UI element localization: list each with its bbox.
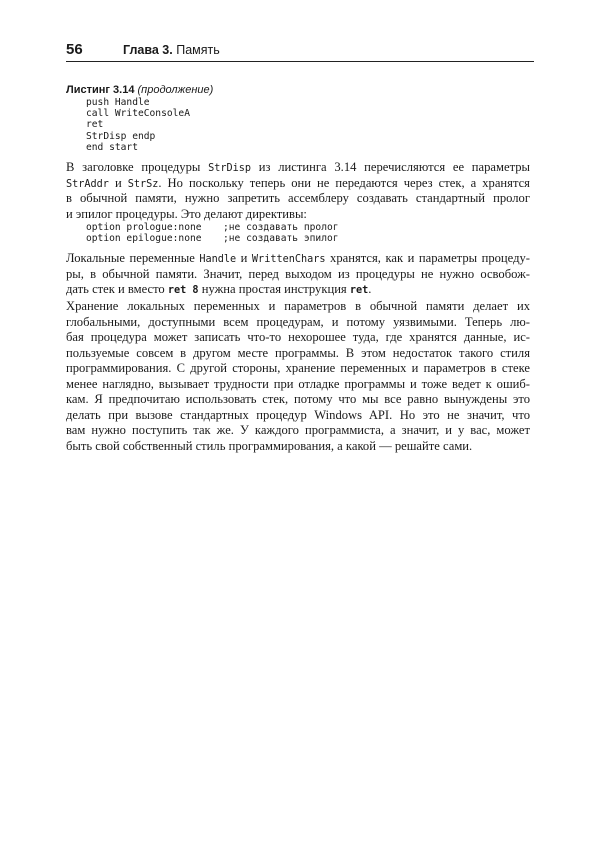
chapter-title: Память [176, 43, 220, 57]
directive-comment: ;не создавать эпилог [223, 233, 339, 245]
text-line: менее наглядно, вызывает трудности при отладке программы и тоже ведет к ошиб- [66, 376, 530, 391]
text-run: Локальные переменные [66, 251, 200, 265]
text-line: Хранение локальных переменных и параметров в обычной памяти делает их [66, 299, 530, 313]
text-line: ры, в обычной памяти. Значит, перед выходом из процедуры не нужно освобож- [66, 266, 530, 281]
paragraph-3 [66, 299, 530, 454]
text-run: из листинга 3.14 перечисляются ее параметры [251, 160, 530, 174]
text-line: в обычной памяти, нужно запретить ассемблеру создавать стандартный пролог [66, 191, 530, 205]
code-line: end start [86, 141, 138, 153]
code-line: ret [86, 119, 104, 131]
listing-continuation: (продолжение) [137, 84, 214, 96]
code-term: WrittenChars [251, 254, 326, 265]
text-line: программирования. С другой стороны, хранение переменных и параметров в стеке [66, 361, 530, 375]
page-number: 56 [66, 41, 83, 58]
code-line: StrDisp endp [86, 130, 156, 142]
code-term: ret [349, 285, 369, 296]
code-term: StrAddr [66, 178, 109, 190]
code-term: StrSz [127, 178, 159, 190]
directive-row [86, 222, 339, 233]
text-run: и [236, 251, 252, 265]
text-run: и [108, 175, 128, 190]
listing-number: Листинг 3.14 [66, 84, 135, 96]
page-header [66, 41, 534, 62]
text-line [66, 251, 530, 267]
code-term: StrDisp [208, 163, 252, 174]
code-term: Handle [199, 254, 237, 265]
directive-row [86, 233, 339, 244]
text-line: делать при вызове стандартных процедур Windows API. Но это не значит, что [66, 407, 530, 422]
text-line [66, 176, 530, 192]
text-line: и эпилог процедуры. Это делают директивы: [66, 206, 307, 221]
text-line: пользуемые совсем в другом месте программы. В этом недостаток такого стиля [66, 345, 530, 360]
directive-command: option prologue:none [86, 222, 202, 233]
text-line [66, 282, 530, 298]
text-line: быть свой собственный стиль программирования, а какой — решайте сами. [66, 438, 473, 453]
chapter-label: Глава 3. [123, 43, 173, 57]
code-line: push Handle [86, 97, 150, 108]
chapter-heading [123, 43, 220, 57]
paragraph-1 [66, 160, 530, 222]
listing-title [66, 84, 213, 96]
text-line: бая процедура может записать что-то нехорошее туда, где хранятся данные, ис- [66, 330, 530, 344]
paragraph-2 [66, 251, 530, 298]
text-run: . [368, 282, 372, 296]
text-run: хранятся, как и параметры процеду- [325, 251, 530, 265]
directives-block [86, 222, 339, 244]
text-run: В заголовке процедуры [66, 160, 209, 174]
text-run: . Но поскольку теперь они не передаются через стек, а хранятся [158, 175, 530, 190]
text-line: глобальными, доступными всем процедурам, и потому уязвимыми. Теперь лю- [66, 314, 530, 329]
code-line: call WriteConsoleA [86, 108, 190, 120]
text-line: кам. Я предпочитаю использовать стек, потому что мы все равно вынуждены это [66, 392, 530, 406]
code-listing [86, 97, 190, 153]
directive-comment: ;не создавать пролог [223, 222, 339, 233]
text-line [66, 160, 530, 176]
code-term: ret 8 [167, 285, 199, 296]
text-run: дать стек и вместо [66, 282, 168, 296]
text-run: нужна простая инструкция [198, 282, 350, 296]
text-line: вам нужно поступить так же. У каждого программиста, а значит, и у вас, может [66, 423, 530, 437]
directive-command: option epilogue:none [86, 233, 202, 245]
